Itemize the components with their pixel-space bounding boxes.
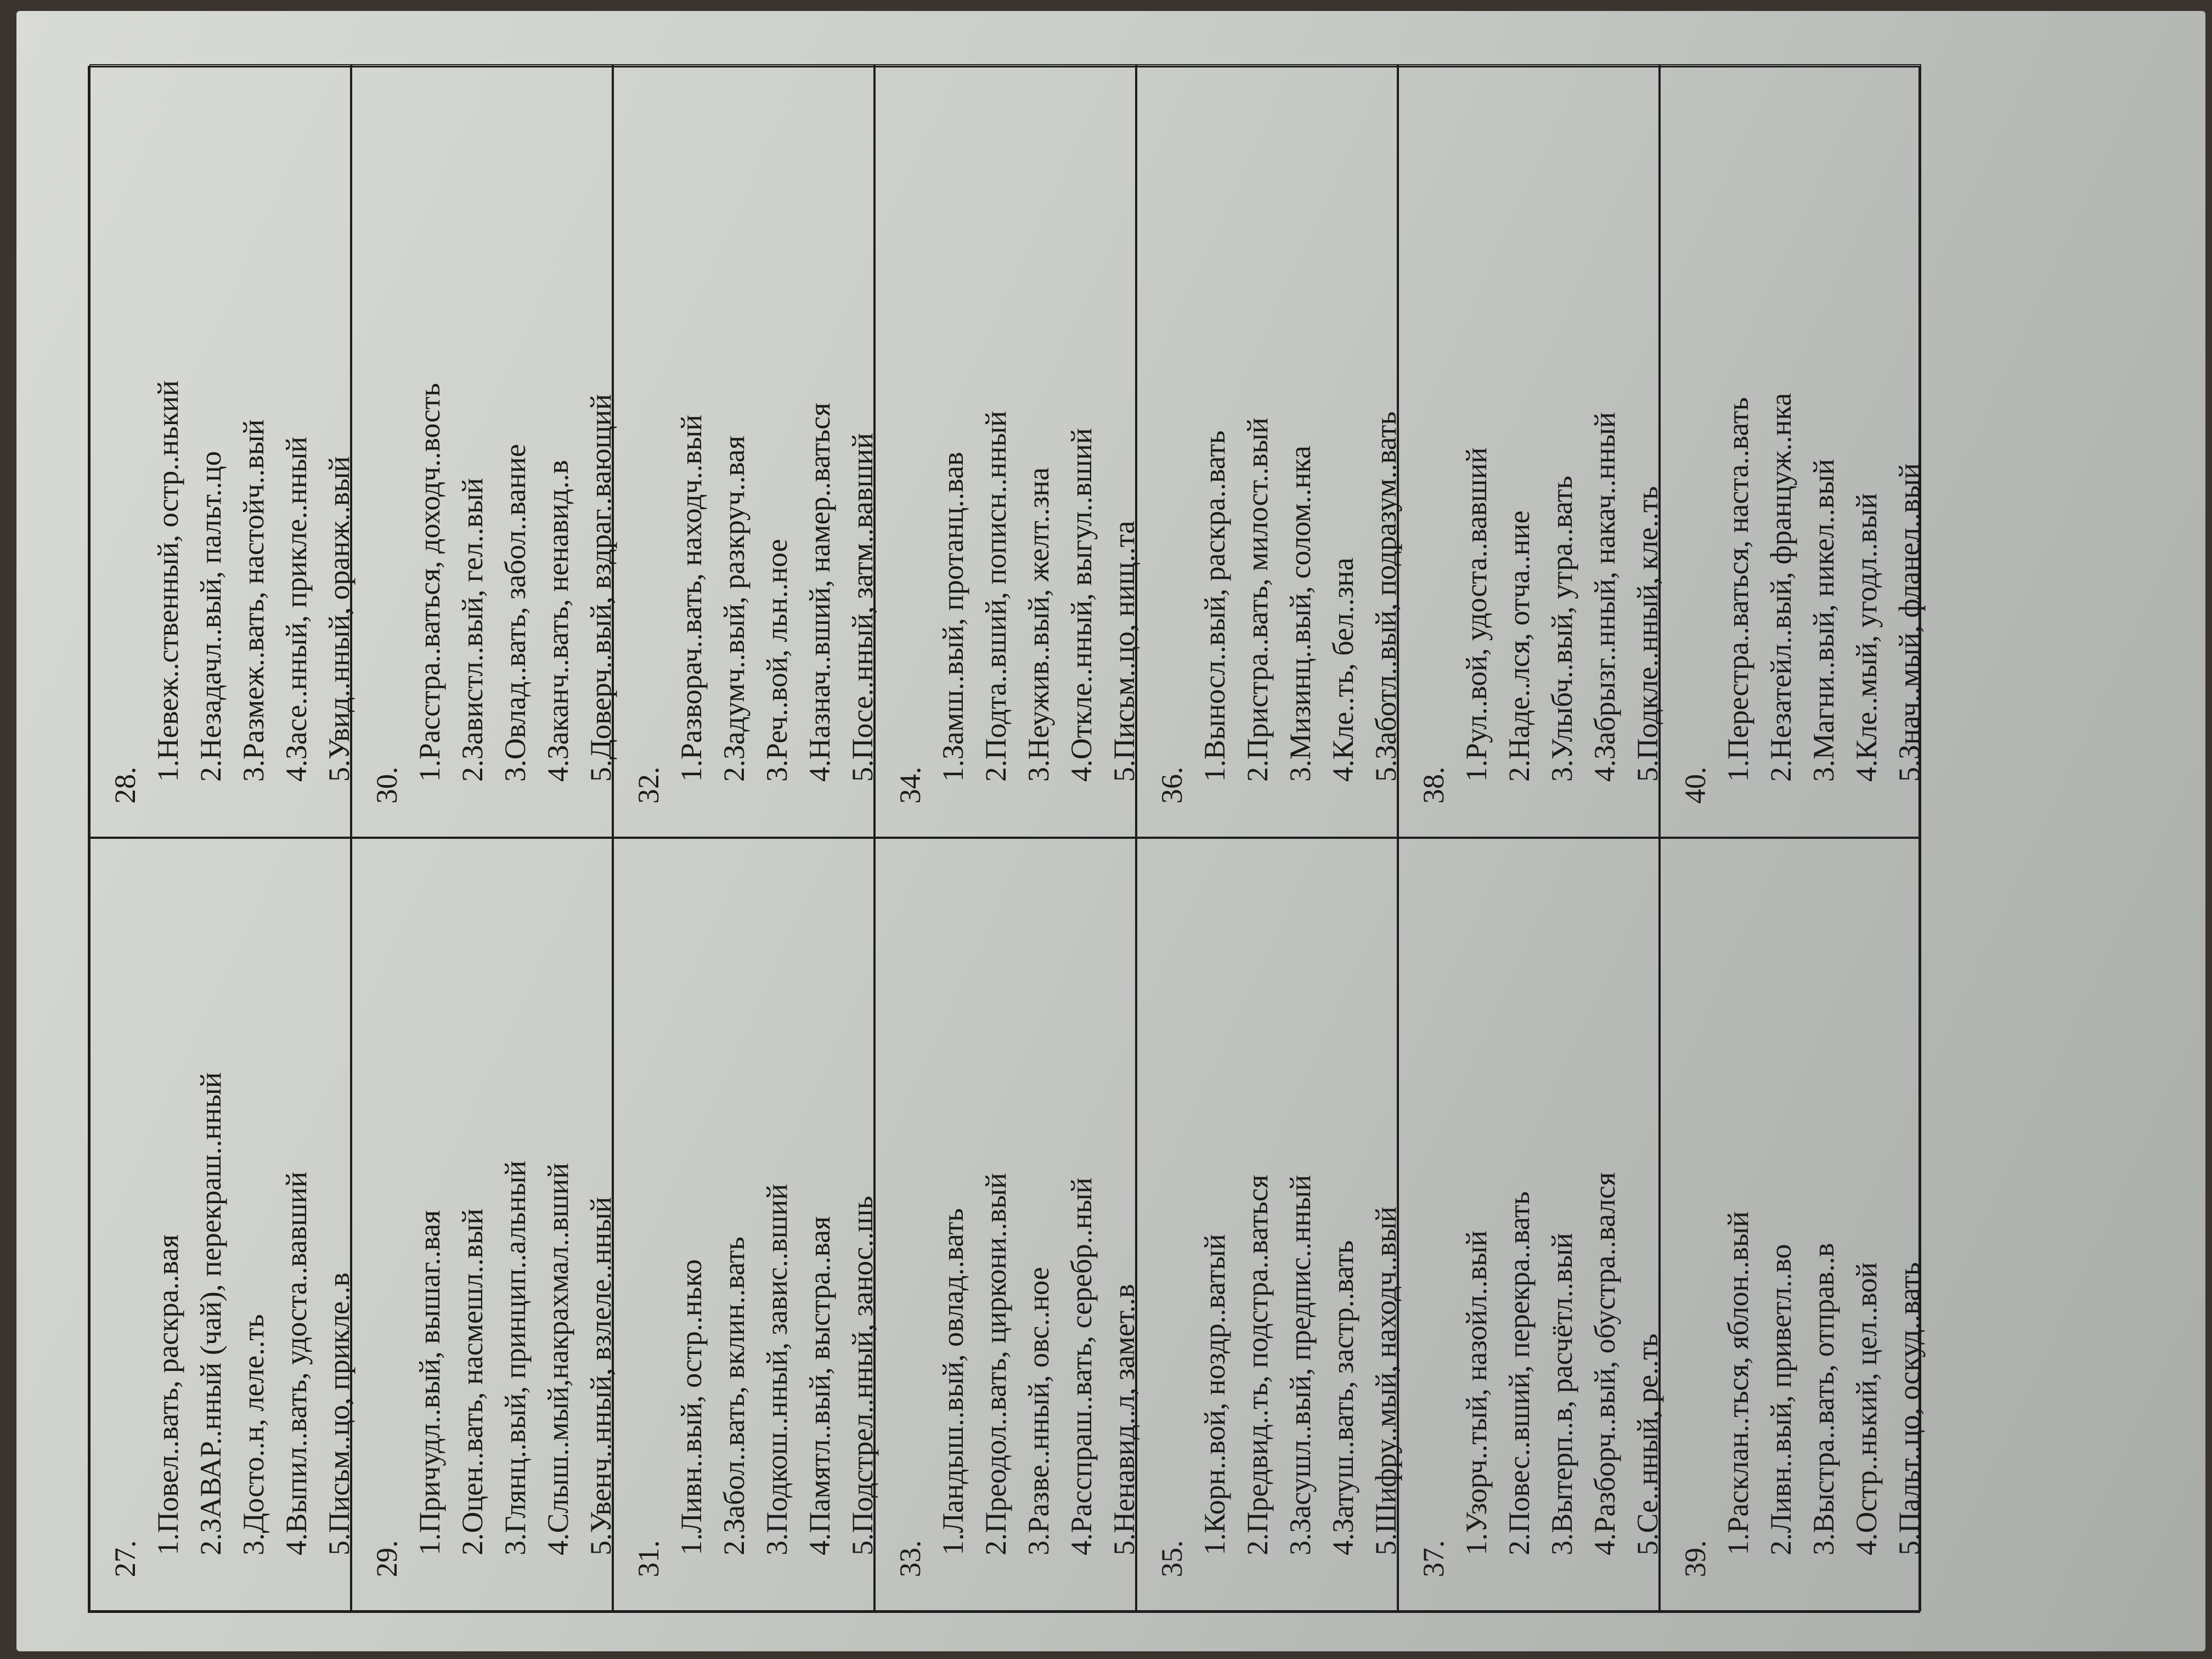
exercise-item: 2.Ливн..вый, приветл..во: [1764, 1244, 1797, 1555]
exercise-item: 2.Подта..вший, пописн..нный: [979, 410, 1012, 782]
exercise-item: 1.Ландыш..вый, овлад..вать: [936, 1208, 969, 1555]
exercise-item: 3.Досто..н, леле..ть: [237, 1314, 270, 1555]
exercise-item: 3.Мизинц..вый, солом..нка: [1284, 445, 1317, 782]
exercise-item: 5.Письм..цо, прикле..в: [323, 1272, 356, 1555]
exercise-item: 5.Увид..нный, оранж..вый: [323, 456, 356, 782]
exercise-item: 1.Повел..вать, раскра..вая: [151, 1234, 184, 1555]
exercise-item: 2.Незадачл..вый, пальт..цо: [194, 451, 227, 782]
exercise-number: 40.: [1679, 766, 1712, 804]
worksheet-page: [16, 11, 2205, 1651]
exercise-number: 35.: [1155, 1540, 1188, 1577]
exercise-item: 2.Задумч..вый, разкруч..вая: [718, 436, 751, 782]
exercise-item: 5.Шифру..мый, находч..вый: [1369, 1206, 1402, 1555]
exercise-cell-33: [874, 838, 1141, 1611]
exercise-item: 1.Расстра..ваться, доходч..вость: [413, 383, 446, 782]
exercise-cell-31: [613, 838, 879, 1611]
exercise-item: 4.Кле..мый, угодл..вый: [1850, 493, 1883, 782]
exercise-item: 4.Засе..нный, прикле..нный: [280, 436, 313, 782]
exercise-number: 36.: [1155, 766, 1188, 804]
exercise-cell-34: [874, 64, 1141, 838]
exercise-item: 3.Выстра..вать, отправ..в: [1807, 1243, 1840, 1555]
exercise-number: 38.: [1417, 766, 1450, 804]
exercise-number: 32.: [632, 766, 665, 804]
exercise-number: 34.: [894, 766, 927, 804]
exercise-item: 3.Улыбч..вый, утра..вать: [1545, 476, 1578, 782]
exercise-item: 5.Подкле..нный, кле..ть: [1631, 486, 1664, 782]
exercise-item: 1.Выносл..вый, раскра..вать: [1198, 430, 1231, 782]
exercise-item: 2.Незатейл..вый, француж..нка: [1764, 393, 1797, 782]
exercise-item: 4.Откле..нный, выгул..вший: [1065, 428, 1098, 782]
exercise-item: 2.Преодол..вать, циркони..вый: [979, 1173, 1012, 1555]
exercise-item: 1.Причудл..вый, вышаг..вая: [413, 1210, 446, 1555]
exercise-item: 1.Узорч..тый, назойл..вый: [1460, 1231, 1493, 1555]
exercise-item: 4.Затуш..вать, застр..вать: [1327, 1240, 1359, 1555]
exercise-item: 1.Ливн..вый, остр..нько: [675, 1259, 708, 1555]
exercise-item: 1.Корн..вой, ноздр..ватый: [1198, 1234, 1231, 1555]
exercise-item: 4.Памятл..вый, выстра..вая: [803, 1216, 836, 1555]
exercise-cell-40: [1660, 64, 1926, 838]
exercise-item: 3.Разве..нный, овс..ное: [1022, 1267, 1055, 1555]
exercise-item: 5.Заботл..вый, подразум..вать: [1369, 411, 1402, 782]
exercise-number: 39.: [1679, 1540, 1712, 1577]
exercise-item: 2.Забол..вать, вклин..вать: [718, 1237, 751, 1555]
exercise-cell-27: [89, 838, 356, 1611]
exercise-item: 3.Неужив..вый, желт..зна: [1022, 467, 1055, 782]
exercise-item: 3.Вытерп..в, расчётл..вый: [1545, 1233, 1578, 1555]
exercise-item: 4.Заканч..вать, ненавид..в: [541, 460, 574, 782]
exercise-number: 37.: [1417, 1540, 1450, 1577]
exercise-cell-37: [1398, 838, 1664, 1611]
exercise-item: 4.Остр..нький, цел..вой: [1850, 1262, 1883, 1555]
exercise-number: 27.: [109, 1540, 142, 1577]
exercise-item: 3.Глянц..вый, принцип..альный: [499, 1160, 532, 1555]
exercise-cell-28: [89, 64, 356, 838]
exercise-item: 5.Знач..мый, фланел..вый: [1893, 463, 1926, 782]
exercise-number: 33.: [894, 1540, 927, 1577]
exercise-item: 5.Увенч..нный, взлеле..нный: [584, 1197, 617, 1555]
exercise-number: 30.: [370, 766, 403, 804]
exercise-item: 2.Оцен..вать, насмешл..вый: [456, 1208, 489, 1555]
exercise-item: 1.Невеж..ственный, остр..нький: [151, 380, 184, 782]
exercise-number: 29.: [370, 1540, 403, 1577]
exercise-item: 2.Наде..лся, отча..ние: [1503, 510, 1536, 782]
exercise-number: 31.: [632, 1540, 665, 1577]
exercise-item: 1.Замш..вый, протанц..вав: [936, 452, 969, 782]
exercise-cell-30: [351, 64, 617, 838]
exercise-item: 5.Пальт..цо, оскуд..вать: [1893, 1262, 1926, 1555]
exercise-item: 4.Назнач..вший, намер..ваться: [803, 403, 836, 782]
exercise-number: 28.: [109, 766, 142, 804]
exercise-cell-36: [1136, 64, 1402, 838]
exercise-item: 3.Овлад..вать, забол..вание: [499, 444, 532, 782]
exercise-item: 2.ЗАВАР..нный (чай), перекраш..нный: [194, 1072, 227, 1555]
exercise-item: 1.Перестра..ваться, наста..вать: [1722, 397, 1754, 782]
exercise-item: 4.Слыш..мый,накрахмал..вший: [541, 1163, 574, 1555]
exercise-item: 5.Ненавид..л, замет..в: [1108, 1284, 1141, 1555]
exercise-cell-29: [351, 838, 617, 1611]
exercise-item: 2.Завистл..вый, гел..вый: [456, 478, 489, 782]
exercise-item: 2.Пристра..вать, милост..вый: [1241, 417, 1274, 782]
exercise-cell-39: [1660, 838, 1926, 1611]
exercise-item: 5.Доверч..вый, вздраг..вающий: [584, 394, 617, 782]
exercise-item: 4.Расспраш..вать, серебр..ный: [1065, 1177, 1098, 1555]
exercise-item: 3.Реч..вой, льн..ное: [760, 539, 793, 782]
exercise-item: 1.Разворач..вать, находч..вый: [675, 414, 708, 782]
exercise-item: 5.Подстрел..нный, занос..шь: [846, 1195, 879, 1555]
exercise-item: 3.Размеж..вать, настойч..вый: [237, 419, 270, 782]
exercise-item: 5.Се..нный, ре..ть: [1631, 1333, 1664, 1555]
exercise-item: 4.Кле..ть, бел..зна: [1327, 557, 1359, 782]
exercise-item: 4.Разборч..вый, обустра..вался: [1588, 1172, 1621, 1555]
exercise-item: 5.Посе..нный, затм..вавший: [846, 433, 879, 782]
exercise-item: 1.Рул..вой, удоста..вавший: [1460, 447, 1493, 782]
exercise-item: 4.Выпил..вать, удоста..вавший: [280, 1171, 313, 1555]
exercise-item: 2.Повес..вший, перекра..вать: [1503, 1191, 1536, 1555]
exercise-item: 1.Расклан..ться, яблон..вый: [1722, 1211, 1754, 1555]
exercise-item: 5.Письм..цо, нищ..та: [1108, 521, 1141, 782]
exercise-table: [88, 66, 1926, 1613]
exercise-item: 3.Магни..вый, никел..вый: [1807, 459, 1840, 782]
exercise-item: 3.Подкош..нный, завис..вший: [760, 1183, 793, 1555]
rotated-content: [88, 66, 1926, 1613]
exercise-cell-35: [1136, 838, 1402, 1611]
exercise-item: 4.Забрызг..нный, накач..нный: [1588, 412, 1621, 782]
exercise-item: 2.Предвид..ть, подстра..ваться: [1241, 1175, 1274, 1555]
exercise-cell-38: [1398, 64, 1664, 838]
exercise-cell-32: [613, 64, 879, 838]
exercise-item: 3.Засушл..вый, предпис..нный: [1284, 1175, 1317, 1555]
